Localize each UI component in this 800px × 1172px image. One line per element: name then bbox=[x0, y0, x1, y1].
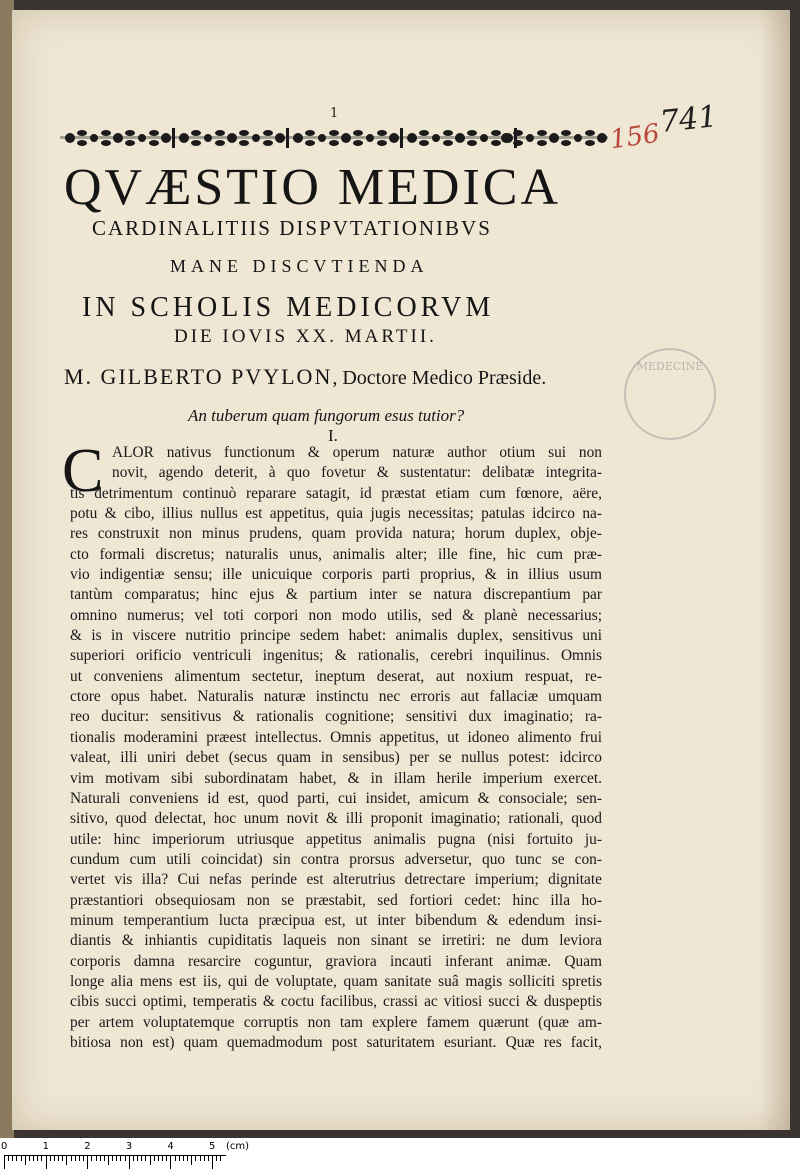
body-line: cundum cum utili coincidat) sin contra prorsus adversetur, quo tunc se con- bbox=[70, 850, 602, 868]
section-numeral: I. bbox=[328, 426, 338, 445]
scale-tick bbox=[104, 1155, 105, 1161]
scale-label: 4 bbox=[167, 1141, 174, 1152]
scale-tick bbox=[66, 1155, 67, 1165]
scale-tick bbox=[12, 1155, 13, 1161]
scale-tick bbox=[154, 1155, 155, 1161]
body-line: cibis succi optimi, temperatis & coctu facilibus, crassi ac vitiosi succi & duspeptis bbox=[70, 993, 602, 1011]
scale-label: 3 bbox=[125, 1141, 133, 1152]
scale-tick bbox=[175, 1155, 176, 1161]
title-line-5: DIE IOVIS XX. MARTII. bbox=[174, 326, 437, 347]
praeses-line bbox=[64, 364, 624, 390]
scale-tick bbox=[216, 1155, 217, 1161]
scale-tick bbox=[41, 1155, 42, 1161]
scale-tick bbox=[96, 1155, 97, 1161]
body-line: Naturali conveniens id est, quod parti, cui insidet, amicum & consociale; sen- bbox=[70, 789, 602, 807]
scale-tick bbox=[195, 1155, 196, 1161]
scale-tick bbox=[21, 1155, 22, 1161]
scale-tick bbox=[71, 1155, 72, 1161]
body-line: novit, agendo deterit, à quo fovetur & sustentatur: delibatæ integrita- bbox=[112, 464, 602, 482]
scale-tick bbox=[220, 1155, 221, 1161]
body-line: superiori orificio ventriculi ingenitus; & rationalis, cerebri inquilinus. Omnis bbox=[70, 647, 602, 665]
body-line: valeat, illi uniri debet (secus quam in sensibus) per se nullus potest: idcirco bbox=[70, 749, 602, 767]
praeses-name: M. GILBERTO PVYLON bbox=[64, 364, 333, 389]
header-ornament bbox=[60, 126, 608, 150]
scale-tick bbox=[25, 1155, 26, 1165]
scale-tick bbox=[183, 1155, 184, 1161]
scale-tick bbox=[129, 1155, 130, 1169]
title-line-1: QVÆSTIO MEDICA bbox=[64, 159, 561, 216]
body-line: vio indigentiæ sensu; ille unicuique corporis parti proprius, & in illius usum bbox=[70, 566, 602, 584]
body-line: cto formali discretus; naturalis unus, animalis alter; ille fine, hic cum præ- bbox=[70, 545, 602, 563]
scale-label: 1 bbox=[42, 1141, 49, 1152]
scale-tick bbox=[137, 1155, 138, 1161]
scale-tick bbox=[166, 1155, 167, 1161]
scale-tick bbox=[200, 1155, 201, 1161]
scale-tick bbox=[87, 1155, 88, 1169]
body-line: potu & cibo, illius nullus est appetitus, quia jugis necessitas; patulas idcirco na- bbox=[70, 505, 602, 523]
shelf-number-handwritten: 741 bbox=[658, 99, 719, 140]
scale-tick bbox=[208, 1155, 209, 1161]
scale-label: 0 bbox=[1, 1141, 8, 1152]
body-line: ALOR nativus functionum & operum naturæ author otium sui non bbox=[112, 444, 602, 461]
scale-tick bbox=[58, 1155, 59, 1161]
scale-tick bbox=[37, 1155, 38, 1161]
scale-tick bbox=[120, 1155, 121, 1161]
scale-tick bbox=[100, 1155, 101, 1161]
body-line: tantùm comparatus; hinc ejus & partium inter se natura discrepantium par bbox=[70, 586, 602, 604]
scale-tick bbox=[79, 1155, 80, 1161]
body-line: utile: hinc imperiorum utriusque appetitus animalis pugna (nisi fortuito ju- bbox=[70, 830, 602, 848]
body-line: longe alia mens est iis, qui de voluptate, quam sanitate suâ magis solliciti spretis bbox=[70, 972, 602, 990]
scale-tick bbox=[150, 1155, 151, 1165]
scale-tick bbox=[212, 1155, 213, 1169]
body-line: ut conveniens alimentum sectetur, ineptum deserat, aut noxium respuat, re- bbox=[70, 667, 602, 685]
body-line: sitivo, quod delectat, hoc unum novit & illi proponit imaginatio; rationali, quod bbox=[70, 810, 602, 828]
scale-tick bbox=[108, 1155, 109, 1165]
scale-label: 2 bbox=[84, 1141, 91, 1152]
body-line: vertet vis illa? Cui nefas perinde est alterutrius detrectare imperium; dignitate bbox=[70, 871, 602, 889]
scale-tick bbox=[125, 1155, 126, 1161]
body-line: tionalis moderamini præest intellectus. Omnis appetitus, ut idoneo alimento frui bbox=[70, 728, 602, 746]
scale-tick bbox=[145, 1155, 146, 1161]
title-line-3: MANE DISCVTIENDA bbox=[170, 256, 429, 276]
scale-tick bbox=[112, 1155, 113, 1161]
scale-label: 5 bbox=[209, 1141, 216, 1152]
page-number: 1 bbox=[330, 106, 339, 121]
body-line: tis detrimentum continuò reparare satagit, id præstat etiam cum fœnore, aëre, bbox=[70, 484, 602, 502]
scale-tick bbox=[4, 1155, 5, 1169]
body-line: vim motivam sibi subordinatam habet, & in illam herile imperium exercet. bbox=[70, 769, 602, 787]
catalog-number-handwritten: 156 bbox=[608, 118, 662, 156]
scale-tick bbox=[191, 1155, 192, 1165]
body-line: corporis damna resarcire coguntur, graviora incauti inferant animæ. Quam bbox=[70, 952, 602, 970]
body-line: bitiosa non est) quam quemadmodum post saturitatem esuriant. Quæ res facit, bbox=[70, 1033, 602, 1051]
scale-unit: (cm) bbox=[226, 1141, 250, 1152]
body-text bbox=[70, 443, 602, 1053]
scale-tick bbox=[91, 1155, 92, 1161]
scale-tick bbox=[62, 1155, 63, 1161]
scale-tick bbox=[141, 1155, 142, 1161]
scale-tick bbox=[116, 1155, 117, 1161]
body-line: & is in viscere nutritio principe sedem habet: animalis duplex, sensitivus uni bbox=[70, 627, 602, 645]
thesis-question: An tuberum quam fungorum esus tutior? bbox=[188, 406, 465, 425]
scale-tick bbox=[50, 1155, 51, 1161]
scale-tick bbox=[54, 1155, 55, 1161]
title-line-2: CARDINALITIIS DISPVTATIONIBVS bbox=[92, 216, 492, 240]
praeses-title: , Doctore Medico Præside. bbox=[332, 367, 547, 389]
body-line: ctore opus habet. Naturalis naturæ instinctu nec erroris aut fallaciæ umquam bbox=[70, 688, 602, 706]
scale-tick bbox=[158, 1155, 159, 1161]
scale-tick bbox=[162, 1155, 163, 1161]
scale-tick bbox=[179, 1155, 180, 1161]
drop-cap: C bbox=[62, 437, 104, 505]
body-line: diantis & inhiantis cupiditatis laqueis non sinant se irretiri: ne dum leviora bbox=[70, 932, 602, 950]
scale-tick bbox=[133, 1155, 134, 1161]
scale-tick bbox=[8, 1155, 9, 1161]
title-line-4: IN SCHOLIS MEDICORVM bbox=[82, 292, 495, 323]
scale-tick bbox=[83, 1155, 84, 1161]
measurement-scale bbox=[0, 1138, 800, 1172]
scale-tick bbox=[46, 1155, 47, 1169]
scale-tick bbox=[29, 1155, 30, 1161]
scale-tick bbox=[170, 1155, 171, 1169]
scale-tick bbox=[187, 1155, 188, 1161]
stamp-text: MEDECINE bbox=[636, 360, 704, 373]
library-stamp bbox=[624, 348, 716, 440]
body-line: res construxit non minus prudens, quam provida natura; horum duplex, obje- bbox=[70, 525, 602, 543]
body-line: omnino numerus; vel toti corpori non modo utilis, sed & planè necessarius; bbox=[70, 606, 602, 624]
body-line: præstantiori obsequiosam non se præstabit, sed fortiori cedet: hinc illa ho- bbox=[70, 891, 602, 909]
scale-tick bbox=[204, 1155, 205, 1161]
book-page bbox=[12, 10, 790, 1130]
body-line: minum temperantium lucta præcipua est, ut inter bibendum & edendum insi- bbox=[70, 911, 602, 929]
body-line: reo ducitur: sensitivus & rationalis cognitione; sensitivi dux imaginatio; ra- bbox=[70, 708, 602, 726]
body-line: per artem voluptatemque corruptis non tam explere famem quærunt (quæ am- bbox=[70, 1013, 602, 1031]
scale-tick bbox=[16, 1155, 17, 1161]
scale-tick bbox=[33, 1155, 34, 1161]
scale-tick bbox=[75, 1155, 76, 1161]
